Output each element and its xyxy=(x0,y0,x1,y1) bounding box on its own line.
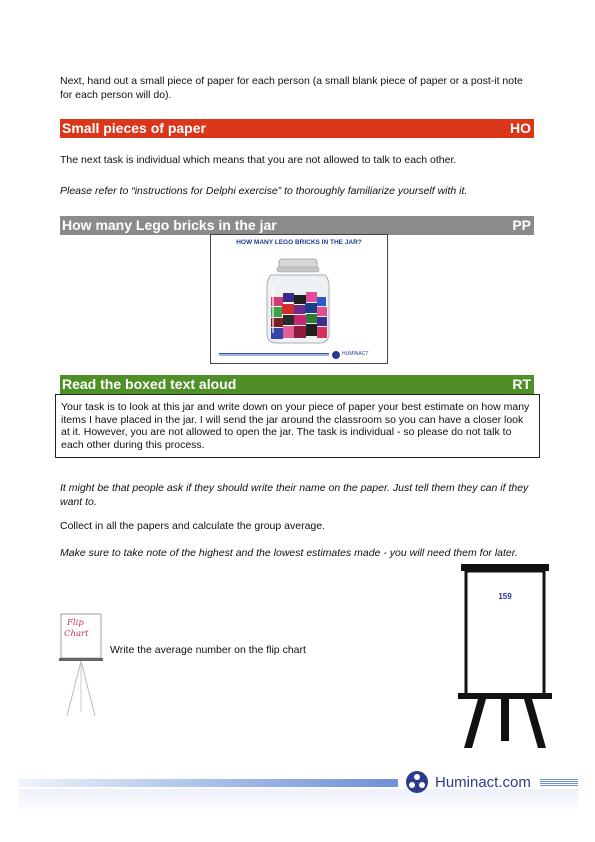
section-header-lego-jar xyxy=(60,216,534,235)
paragraph-highest-lowest: Make sure to take note of the highest and the lowest estimates made - you will need them for later. xyxy=(60,547,518,559)
slide-logo-text: HUMINACT xyxy=(342,351,369,357)
footer-stripe-left xyxy=(18,779,398,787)
flipchart-average-value: 159 xyxy=(498,592,512,601)
footer-stripe-right xyxy=(540,779,578,787)
section-header-read-aloud xyxy=(60,375,534,394)
lego-jar-image xyxy=(211,235,387,363)
section-tag: PP xyxy=(512,217,531,233)
flip-chart-instruction: Write the average number on the flip chart xyxy=(110,644,306,656)
flip-icon-word-2: Chart xyxy=(64,629,89,639)
paragraph-collect-papers: Collect in all the papers and calculate the group average. xyxy=(60,520,326,532)
flip-chart-icon xyxy=(59,612,105,718)
paragraph-individual-task: The next task is individual which means that you are not allowed to talk to each other. xyxy=(60,154,457,166)
flip-chart-easel xyxy=(458,562,552,750)
section-title: How many Lego bricks in the jar xyxy=(62,217,277,233)
huminact-logo-icon xyxy=(405,770,429,794)
footer-band xyxy=(18,789,578,813)
section-tag: HO xyxy=(510,120,531,136)
boxed-text: Your task is to look at this jar and write down on your piece of paper your best estimate on how many items I have placed in the jar. I will send the jar around the classroom so you can have a closer look at it. However, you are not allowed to open the jar. The task is individual - so please do not talk to each other during this process. xyxy=(55,394,540,458)
slide-thumbnail xyxy=(210,234,388,364)
section-title: Read the boxed text aloud xyxy=(62,376,237,392)
flip-icon-word-1: Flip xyxy=(67,618,84,628)
section-tag: RT xyxy=(512,376,531,392)
section-header-small-pieces xyxy=(60,119,534,138)
footer-brand: Huminact.com xyxy=(435,774,531,791)
paragraph-refer-instructions: Please refer to “instructions for Delphi exercise” to thoroughly familiarize yourself with it. xyxy=(60,185,468,197)
paragraph-name-on-paper: It might be that people ask if they should write their name on the paper. Just tell them they can if they want to. xyxy=(60,482,529,508)
intro-paragraph: Next, hand out a small piece of paper for each person (a small blank piece of paper or a post-it note for each person will do). xyxy=(60,75,523,101)
section-title: Small pieces of paper xyxy=(62,120,206,136)
slide-title: HOW MANY LEGO BRICKS IN THE JAR? xyxy=(236,239,362,246)
